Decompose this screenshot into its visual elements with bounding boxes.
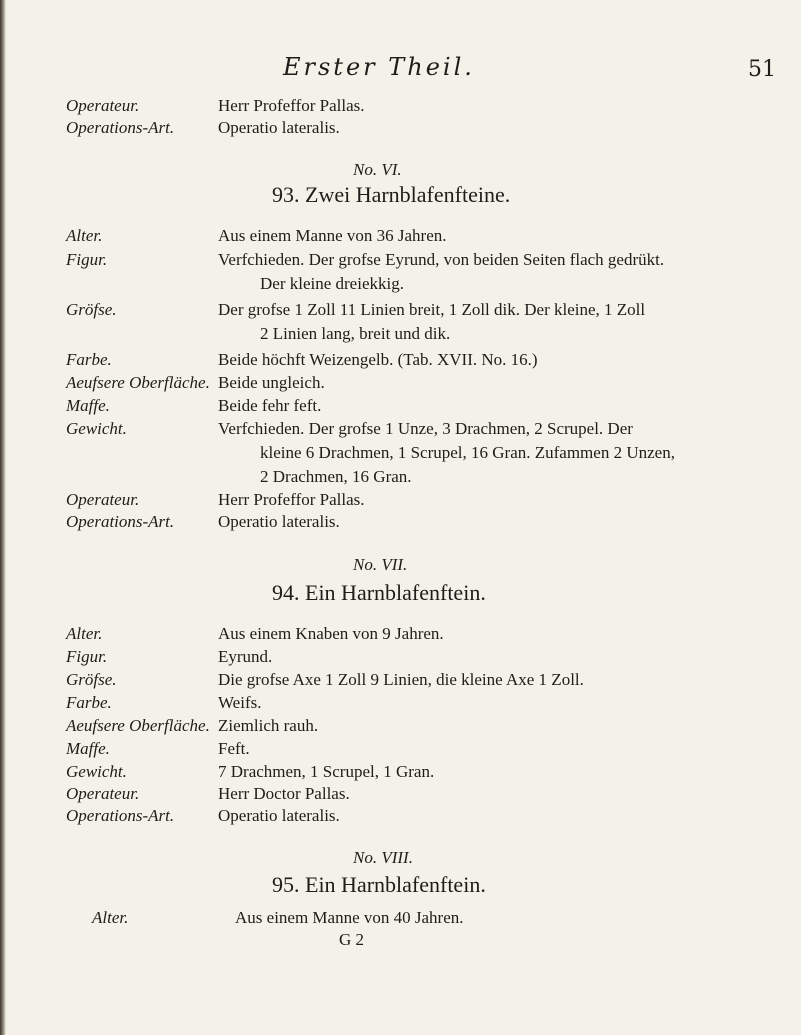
- row-value: Feft.: [218, 739, 250, 758]
- row-value: Weifs.: [218, 693, 262, 712]
- row-label: Operateur.: [66, 490, 140, 509]
- row-label: Farbe.: [66, 693, 112, 712]
- row-value: Aus einem Manne von 36 Jahren.: [218, 226, 447, 245]
- row-value: Der grofse 1 Zoll 11 Linien breit, 1 Zoll dik. Der kleine, 1 Zoll: [218, 300, 646, 319]
- row-label: Figur.: [66, 647, 108, 666]
- entry-title: 94. Ein Harnblafenftein.: [272, 580, 486, 605]
- row-value: Operatio lateralis.: [218, 118, 340, 137]
- row-value: Ziemlich rauh.: [218, 716, 319, 735]
- row-value-continued: Der kleine dreiekkig.: [260, 274, 404, 293]
- row-value-continued: 2 Drachmen, 16 Gran.: [260, 467, 412, 486]
- row-value: 7 Drachmen, 1 Scrupel, 1 Gran.: [218, 762, 435, 781]
- row-value: Verfchieden. Der grofse Eyrund, von beiden Seiten flach gedrükt.: [218, 250, 665, 269]
- row-value: Herr Profeffor Pallas.: [218, 490, 365, 509]
- row-value: Eyrund.: [218, 647, 273, 666]
- row-label: Alter.: [66, 226, 103, 245]
- entry-title: 95. Ein Harnblafenftein.: [272, 872, 486, 897]
- row-label: Maffe.: [66, 396, 110, 415]
- row-value: Beide höchft Weizengelb. (Tab. XVII. No. 16.): [218, 350, 538, 369]
- row-value: Herr Doctor Pallas.: [218, 784, 350, 803]
- row-value-continued: kleine 6 Drachmen, 1 Scrupel, 16 Gran. Zufammen 2 Unzen,: [260, 443, 675, 462]
- row-value: Aus einem Manne von 40 Jahren.: [235, 908, 464, 927]
- row-label: Aeufsere Oberfläche.: [66, 716, 210, 735]
- row-label: Gröfse.: [66, 300, 117, 319]
- row-value: Verfchieden. Der grofse 1 Unze, 3 Drachmen, 2 Scrupel. Der: [218, 419, 633, 438]
- row-label: Gewicht.: [66, 762, 127, 781]
- row-label: Alter.: [66, 624, 103, 643]
- entry-number: No. VIII.: [353, 848, 413, 867]
- row-label: Operations-Art.: [66, 512, 175, 531]
- signature-mark: G 2: [339, 930, 365, 949]
- row-label: Operations-Art.: [66, 806, 175, 825]
- row-value: Beide ungleich.: [218, 373, 325, 392]
- row-value-continued: 2 Linien lang, breit und dik.: [260, 324, 451, 343]
- entry-number: No. VI.: [353, 160, 402, 179]
- row-label: Aeufsere Oberfläche.: [66, 373, 210, 392]
- row-label: Figur.: [66, 250, 108, 269]
- page-number: 51: [748, 57, 776, 82]
- row-value: Operatio lateralis.: [218, 806, 340, 825]
- row-label: Operations-Art.: [66, 118, 175, 137]
- row-label: Farbe.: [66, 350, 112, 369]
- row-label: Gröfse.: [66, 670, 117, 689]
- row-value: Beide fehr feft.: [218, 396, 322, 415]
- row-label: Alter.: [92, 908, 129, 927]
- row-label: Operateur.: [66, 96, 140, 115]
- running-head: Erster Theil.: [283, 53, 475, 81]
- row-label: Operateur.: [66, 784, 140, 803]
- entry-number: No. VII.: [353, 555, 408, 574]
- row-value: Aus einem Knaben von 9 Jahren.: [218, 624, 444, 643]
- row-label: Maffe.: [66, 739, 110, 758]
- entry-title: 93. Zwei Harnblafenfteine.: [272, 182, 511, 207]
- row-value: Operatio lateralis.: [218, 512, 340, 531]
- row-value: Herr Profeffor Pallas.: [218, 96, 365, 115]
- row-value: Die grofse Axe 1 Zoll 9 Linien, die kleine Axe 1 Zoll.: [218, 670, 584, 689]
- row-label: Gewicht.: [66, 419, 127, 438]
